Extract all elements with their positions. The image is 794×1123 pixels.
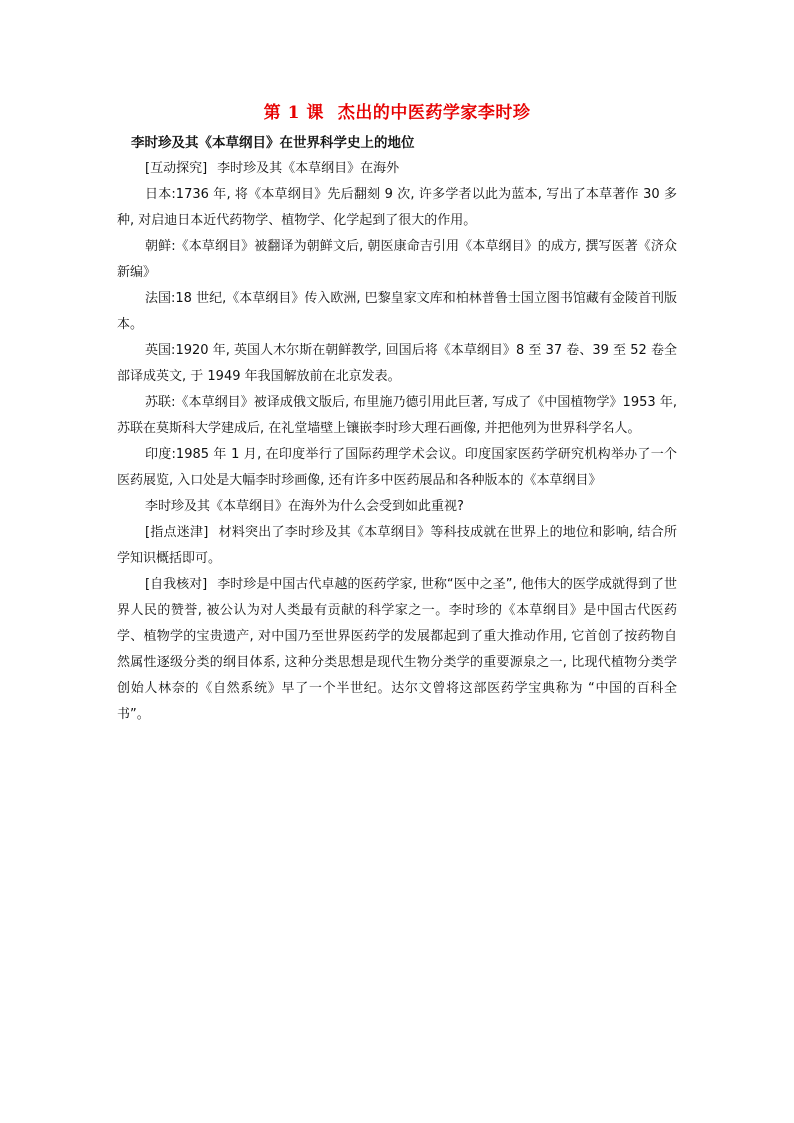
explore-tag: [互动探究] [145,161,208,176]
section-heading: 李时珍及其《本草纲目》在世界科学史上的地位 [131,135,415,151]
explore-line [117,156,677,182]
lesson-title [0,98,794,123]
title-number: 1 [287,103,300,123]
check-text: 李时珍是中国古代卓越的医药学家, 世称“医中之圣”, 他伟大的医学成就得到了世界人民的赞誉, 被公认为对人类最有贡献的科学家之一。李时珍的《本草纲目》是中国古代医药学、植物学的宝贵遗产, 对中国乃至世界医药学的发展都起到了重大推动作用, 它首创了按药物自然属性逐级分类的纲目体系, 这种分类思想是现代生物分类学的重要源泉之一, 比现代植物分类学创始人林奈的《自然系统》早了一个半世纪。达尔文曾将这部医药学宝典称为 “中国的百科全书”。 [117,577,677,722]
check-tag: [自我核对] [145,577,208,592]
explore-title: 李时珍及其《本草纲目》在海外 [217,161,400,176]
paragraph-india: 印度:1985 年 1 月, 在印度举行了国际药理学术会议。印度国家医药学研究机构举办了一个医药展览, 入口处是大幅李时珍画像, 还有许多中医药展品和各种版本的《本草纲目》 [117,447,677,488]
paragraph-soviet: 苏联:《本草纲目》被译成俄文版后, 布里施乃德引用此巨著, 写成了《中国植物学》1953 年, 苏联在莫斯科大学建成后, 在礼堂墙壁上镶嵌李时珍大理石画像, 并把他列为世界科学名人。 [117,395,677,436]
paragraph-japan: 日本:1736 年, 将《本草纲目》先后翻刻 9 次, 许多学者以此为蓝本, 写出了本草著作 30 多种, 对启迪日本近代药物学、植物学、化学起到了很大的作用。 [117,187,677,228]
hint-text: 材料突出了李时珍及其《本草纲目》等科技成就在世界上的地位和影响, 结合所学知识概括即可。 [117,525,677,566]
title-suffix: 课 [306,103,324,123]
paragraph-france: 法国:18 世纪,《本草纲目》传入欧洲, 巴黎皇家文库和柏林普鲁士国立图书馆藏有金陵首刊版本。 [117,291,677,332]
hint-paragraph [117,520,677,572]
hint-tag: [指点迷津] [145,525,209,540]
question: 李时珍及其《本草纲目》在海外为什么会受到如此重视? [145,499,464,514]
paragraph-korea: 朝鲜:《本草纲目》被翻译为朝鲜文后, 朝医康命吉引用《本草纲目》的成方, 撰写医著《济众新编》 [117,239,677,280]
check-paragraph [117,572,677,728]
title-prefix: 第 [263,103,282,123]
document-body [117,130,677,728]
paragraph-britain: 英国:1920 年, 英国人木尔斯在朝鲜教学, 回国后将《本草纲目》8 至 37 卷、39 至 52 卷全部译成英文, 于 1949 年我国解放前在北京发表。 [117,343,677,384]
title-main: 杰出的中医药学家李时珍 [337,103,531,123]
